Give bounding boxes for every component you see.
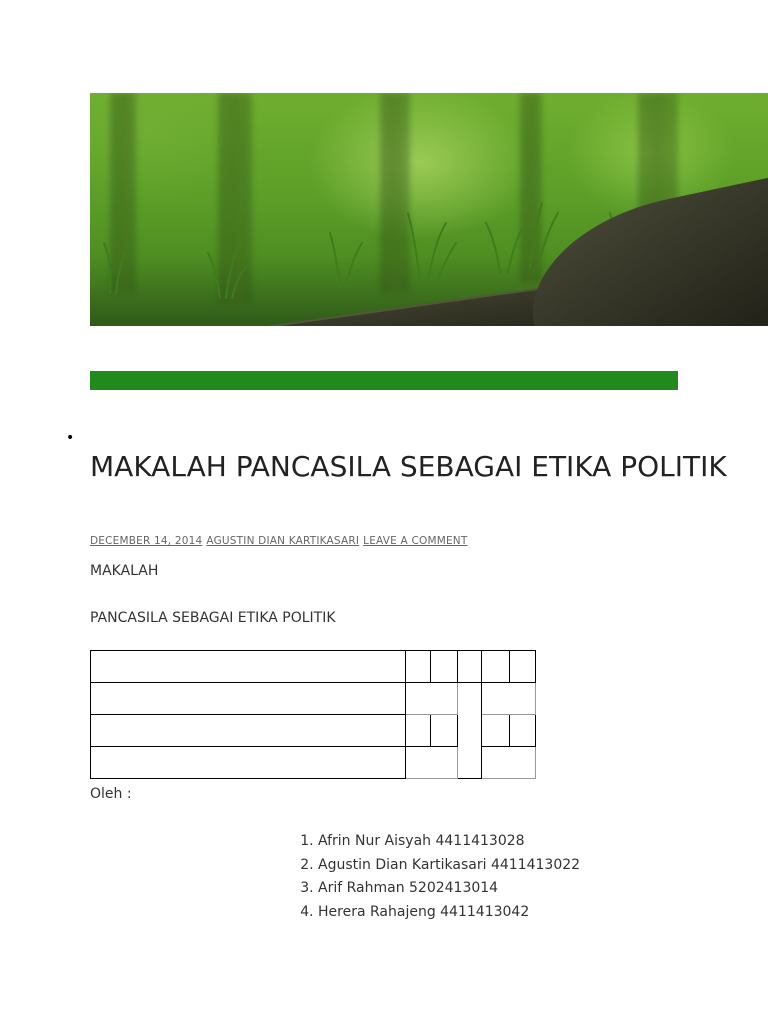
post-date-link[interactable]: DECEMBER 14, 2014 — [90, 535, 203, 547]
list-item: 1. Afrin Nur Aisyah 4411413028 — [318, 830, 580, 854]
leave-comment-link[interactable]: LEAVE A COMMENT — [363, 535, 468, 547]
author-link[interactable]: AGUSTIN DIAN KARTIKASARI — [206, 535, 360, 547]
table-row — [91, 747, 536, 779]
table-row — [91, 651, 536, 683]
table-row — [91, 683, 536, 715]
member-list — [296, 830, 580, 924]
header-banner-image — [90, 93, 768, 326]
list-item: 2. Agustin Dian Kartikasari 4411413022 — [318, 854, 580, 878]
post-title[interactable]: MAKALAH PANCASILA SEBAGAI ETIKA POLITIK — [90, 450, 727, 483]
list-item: 4. Herera Rahajeng 4411413042 — [318, 901, 580, 925]
accent-bar — [90, 371, 678, 390]
by-label: Oleh : — [90, 786, 132, 802]
bullet-icon: • — [66, 430, 75, 446]
list-item: 3. Arif Rahman 5202413014 — [318, 877, 580, 901]
empty-table — [90, 650, 536, 779]
heading-line-2: PANCASILA SEBAGAI ETIKA POLITIK — [90, 610, 336, 626]
post-meta — [90, 535, 471, 547]
heading-line-1: MAKALAH — [90, 563, 159, 579]
table-row — [91, 715, 536, 747]
